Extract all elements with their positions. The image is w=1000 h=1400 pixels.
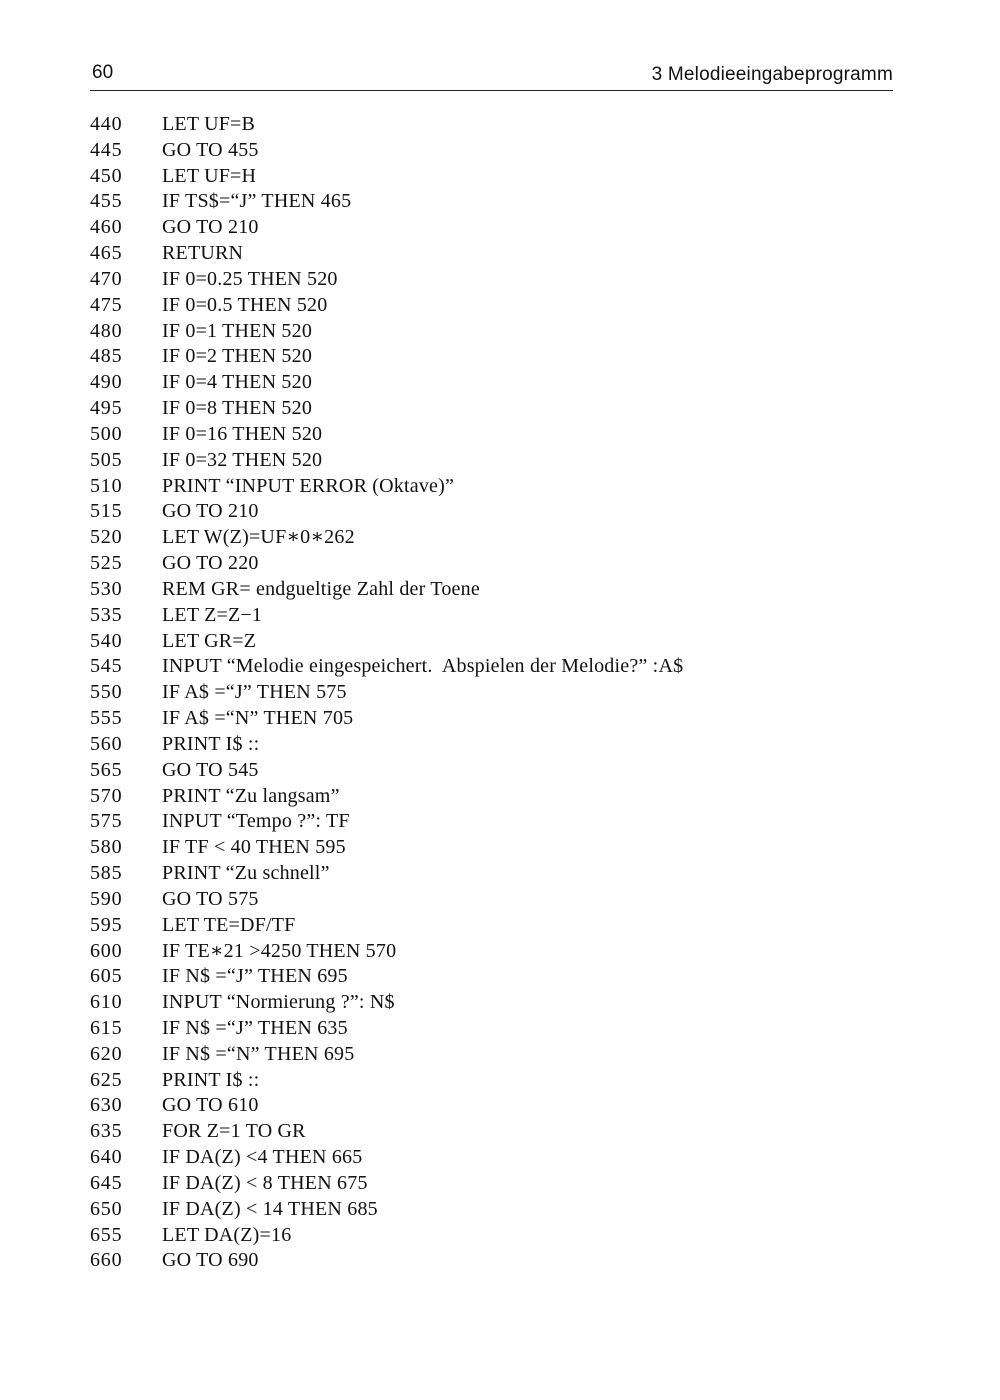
line-number: 445 [90,138,123,161]
code-statement: LET UF=B [162,113,256,135]
code-statement: INPUT “Tempo ?”: TF [162,810,350,833]
code-statement: IF 0=2 THEN 520 [162,345,313,368]
line-number: 610 [90,991,123,1014]
code-statement: LET W(Z)=UF∗0∗262 [162,526,355,549]
code-statement: IF 0=1 THEN 520 [162,319,313,342]
line-number: 620 [90,1042,123,1065]
line-number: 660 [90,1249,123,1272]
code-statement: INPUT “Melodie eingespeichert. Abspielen der Melodie?” :A$ [162,655,684,678]
code-line [90,680,950,706]
line-number: 590 [90,887,123,910]
code-statement: IF 0=0.5 THEN 520 [162,293,328,316]
code-line [90,939,950,965]
line-number: 485 [90,345,123,368]
code-line [90,706,950,732]
code-line [90,1068,950,1094]
line-number: 495 [90,397,123,420]
line-number: 560 [90,732,123,755]
program-listing [90,112,950,1274]
code-statement: IF N$ =“N” THEN 695 [162,1042,355,1065]
code-line [90,189,950,215]
code-line [90,732,950,758]
code-statement: IF TS$=“J” THEN 465 [162,190,352,213]
line-number: 515 [90,500,123,523]
code-line [90,603,950,629]
line-number: 500 [90,422,123,445]
code-statement: PRINT I$ :: [162,732,260,755]
line-number: 640 [90,1146,123,1169]
code-statement: FOR Z=1 TO GR [162,1120,306,1143]
code-line [90,422,950,448]
code-line [90,861,950,887]
code-statement: LET TE=DF/TF [162,913,296,936]
code-line [90,1119,950,1145]
chapter-title: 3 Melodieeingabeprogramm [651,64,893,85]
code-statement: INPUT “Normierung ?”: N$ [162,991,395,1014]
line-number: 565 [90,758,123,781]
code-statement: PRINT “INPUT ERROR (Oktave)” [162,474,455,497]
line-number: 645 [90,1171,123,1194]
code-statement: IF A$ =“J” THEN 575 [162,681,347,704]
code-line [90,293,950,319]
code-statement: IF N$ =“J” THEN 635 [162,1016,348,1039]
line-number: 635 [90,1120,123,1143]
line-number: 615 [90,1016,123,1039]
line-number: 440 [90,113,123,135]
code-line [90,138,950,164]
code-line [90,990,950,1016]
code-line [90,964,950,990]
code-statement: GO TO 575 [162,887,259,910]
code-line [90,809,950,835]
code-line [90,1093,950,1119]
code-line [90,784,950,810]
code-line [90,112,950,138]
code-statement: LET Z=Z−1 [162,603,263,626]
line-number: 505 [90,448,123,471]
code-line [90,1171,950,1197]
code-line [90,1016,950,1042]
code-line [90,654,950,680]
code-statement: GO TO 610 [162,1094,259,1117]
code-line [90,758,950,784]
code-line [90,215,950,241]
line-number: 545 [90,655,123,678]
code-statement: REM GR= endgueltige Zahl der Toene [162,577,480,600]
line-number: 520 [90,526,123,549]
code-statement: IF 0=16 THEN 520 [162,422,323,445]
code-statement: LET UF=H [162,164,257,187]
line-number: 595 [90,913,123,936]
line-number: 575 [90,810,123,833]
code-statement: GO TO 690 [162,1249,259,1272]
code-statement: IF TE∗21 >4250 THEN 570 [162,939,397,962]
code-line [90,551,950,577]
line-number: 460 [90,216,123,239]
code-statement: LET DA(Z)=16 [162,1223,292,1246]
code-statement: GO TO 210 [162,500,259,523]
code-statement: IF DA(Z) < 8 THEN 675 [162,1171,368,1194]
code-statement: IF DA(Z) < 14 THEN 685 [162,1197,378,1220]
line-number: 510 [90,474,123,497]
line-number: 605 [90,965,123,988]
code-line [90,396,950,422]
code-line [90,835,950,861]
code-line [90,577,950,603]
line-number: 555 [90,707,123,730]
page-number: 60 [92,62,114,83]
code-statement: IF 0=0.25 THEN 520 [162,267,338,290]
line-number: 465 [90,242,123,265]
code-statement: IF 0=4 THEN 520 [162,371,313,394]
code-statement: GO TO 455 [162,138,259,161]
code-statement: GO TO 210 [162,216,259,239]
code-statement: RETURN [162,242,244,265]
code-statement: IF TF < 40 THEN 595 [162,836,346,859]
code-statement: PRINT “Zu langsam” [162,784,340,807]
code-line [90,629,950,655]
line-number: 480 [90,319,123,342]
line-number: 600 [90,939,123,962]
code-statement: GO TO 545 [162,758,259,781]
line-number: 570 [90,784,123,807]
code-line [90,1248,950,1274]
code-statement: IF 0=32 THEN 520 [162,448,323,471]
line-number: 580 [90,836,123,859]
line-number: 470 [90,267,123,290]
line-number: 535 [90,603,123,626]
line-number: 525 [90,552,123,575]
code-statement: IF A$ =“N” THEN 705 [162,707,354,730]
line-number: 475 [90,293,123,316]
code-line [90,164,950,190]
code-statement: IF DA(Z) <4 THEN 665 [162,1146,363,1169]
code-statement: PRINT “Zu schnell” [162,862,330,885]
line-number: 490 [90,371,123,394]
code-line [90,1042,950,1068]
line-number: 585 [90,862,123,885]
code-line [90,344,950,370]
line-number: 550 [90,681,123,704]
code-line [90,1223,950,1249]
code-line [90,448,950,474]
code-line [90,525,950,551]
line-number: 530 [90,577,123,600]
code-statement: GO TO 220 [162,552,259,575]
code-line [90,913,950,939]
code-line [90,267,950,293]
code-statement: LET GR=Z [162,629,257,652]
code-line [90,319,950,345]
code-line [90,370,950,396]
line-number: 540 [90,629,123,652]
code-line [90,1197,950,1223]
line-number: 650 [90,1197,123,1220]
code-statement: IF 0=8 THEN 520 [162,397,313,420]
code-statement: PRINT I$ :: [162,1068,260,1091]
running-header [90,62,893,91]
code-line [90,474,950,500]
line-number: 625 [90,1068,123,1091]
code-line [90,241,950,267]
line-number: 455 [90,190,123,213]
code-line [90,1145,950,1171]
code-statement: IF N$ =“J” THEN 695 [162,965,348,988]
line-number: 630 [90,1094,123,1117]
line-number: 450 [90,164,123,187]
line-number: 655 [90,1223,123,1246]
code-line [90,887,950,913]
code-line [90,499,950,525]
